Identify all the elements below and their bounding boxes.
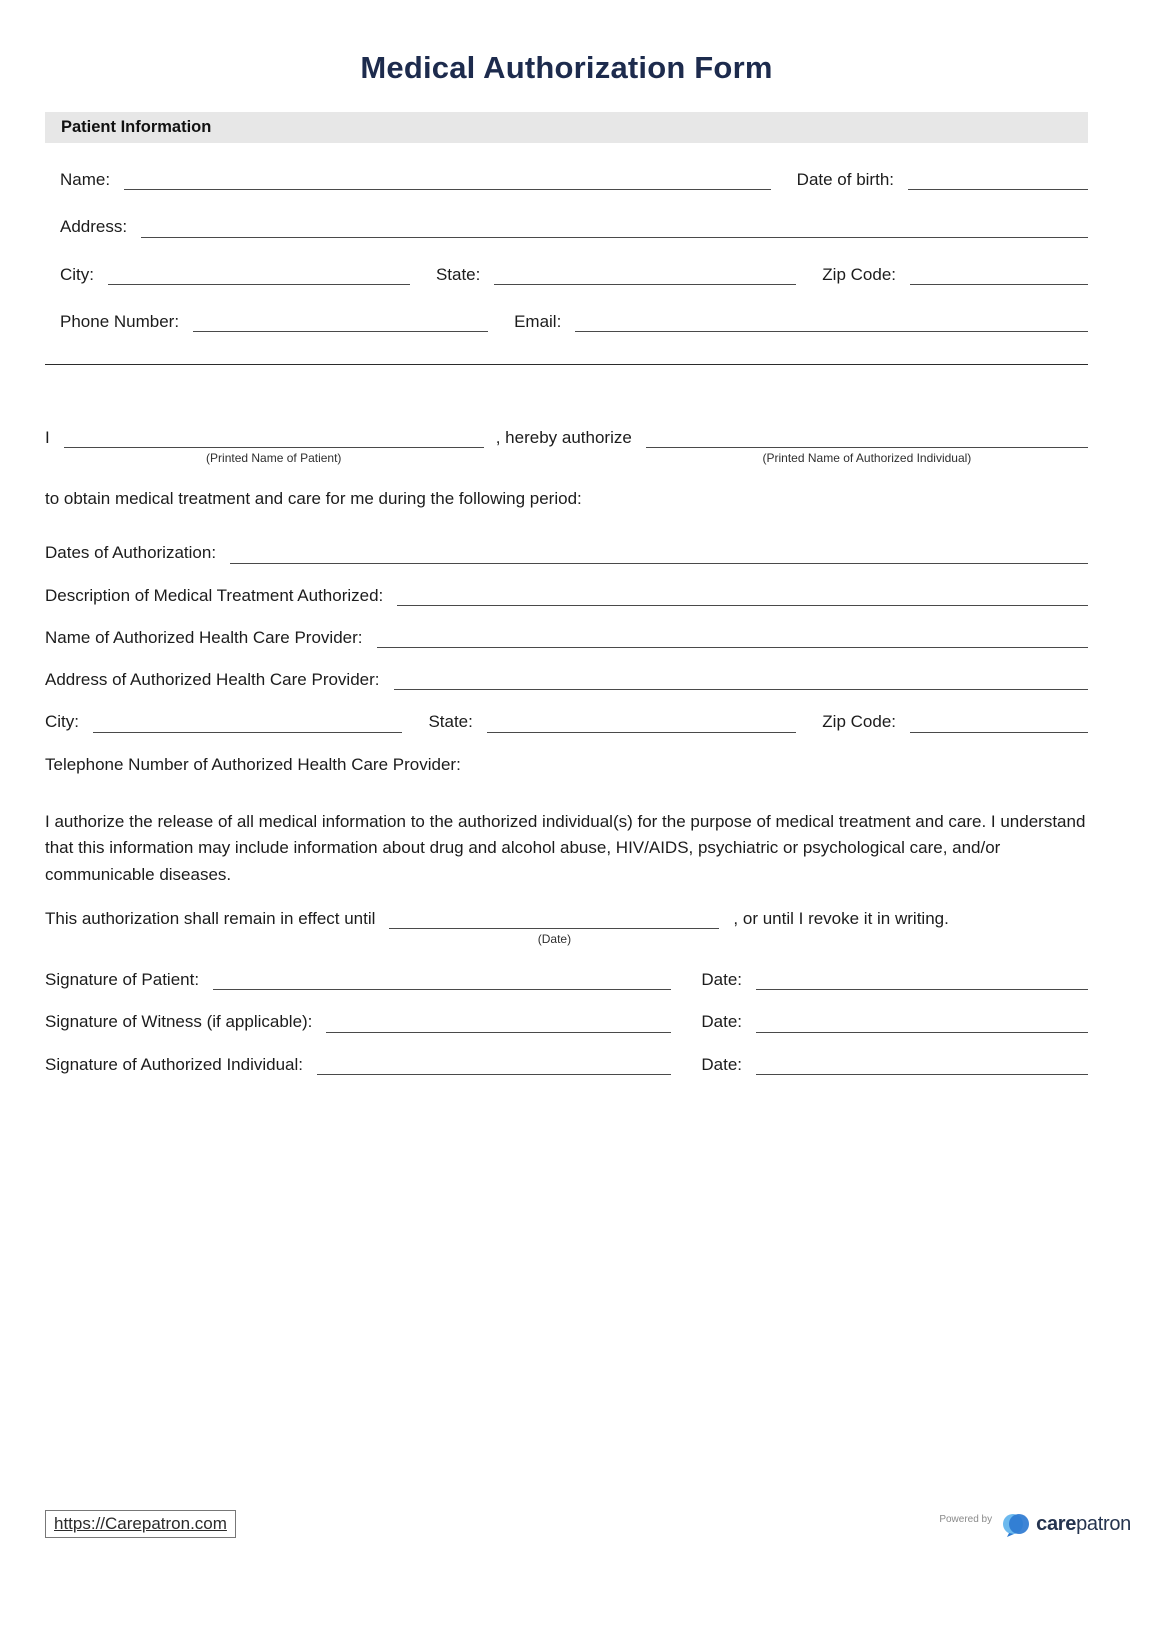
intro-i-label: I (45, 428, 50, 447)
provider-name-row (45, 627, 1088, 648)
printed-patient-name-caption: (Printed Name of Patient) (206, 451, 342, 466)
page-title: Medical Authorization Form (360, 50, 773, 85)
section-divider (45, 364, 1088, 365)
signature-witness-input[interactable] (326, 1013, 671, 1033)
state-input[interactable] (494, 265, 796, 285)
wordmark-patron: patron (1076, 1512, 1131, 1535)
dates-of-authorization-label: Dates of Authorization: (45, 543, 217, 563)
carepatron-link[interactable]: https://Carepatron.com (45, 1510, 236, 1538)
printed-patient-name-wrap (64, 429, 484, 466)
provider-state-input[interactable] (487, 713, 796, 733)
authorization-section (45, 427, 1088, 1075)
name-dob-row (60, 169, 1088, 190)
address-row (60, 216, 1088, 237)
address-label: Address: (60, 217, 128, 237)
address-input[interactable] (141, 218, 1088, 238)
provider-phone-row (45, 754, 1088, 775)
phone-input[interactable] (193, 312, 488, 332)
state-label: State: (435, 264, 481, 284)
carepatron-wordmark (1036, 1513, 1131, 1536)
carepatron-logo-icon (1002, 1510, 1030, 1538)
provider-city-state-zip-row (45, 711, 1088, 732)
provider-address-row (45, 669, 1088, 690)
signature-authorized-date-label: Date: (701, 1054, 742, 1074)
provider-address-input[interactable] (394, 671, 1088, 691)
name-input[interactable] (124, 171, 771, 191)
powered-by-label: Powered by (939, 1514, 993, 1525)
treatment-description-row (45, 585, 1088, 606)
effect-until-row (45, 908, 1088, 947)
provider-address-label: Address of Authorized Health Care Provider: (45, 670, 380, 690)
treatment-description-input[interactable] (397, 586, 1088, 606)
phone-label: Phone Number: (60, 311, 180, 331)
city-label: City: (60, 264, 94, 284)
signature-witness-label: Signature of Witness (if applicable): (45, 1012, 313, 1032)
provider-zip-label: Zip Code: (822, 712, 896, 732)
email-input[interactable] (575, 312, 1088, 332)
release-paragraph: I authorize the release of all medical information to the authorized individual(s) for the purpose of medical treatment and care. I understand that this information may include information about drug and alcohol abuse, HIV/AIDS, psychiatric or psychological care, and/or communicable diseases. (45, 811, 1086, 884)
patient-information-fields (45, 169, 1088, 332)
name-label: Name: (60, 170, 111, 189)
page-footer (45, 1510, 1131, 1538)
signature-authorized-row (45, 1054, 1088, 1075)
signature-authorized-date-input[interactable] (756, 1055, 1088, 1075)
signature-patient-row (45, 969, 1088, 990)
printed-authorized-name-caption: (Printed Name of Authorized Individual) (762, 451, 972, 466)
signature-authorized-label: Signature of Authorized Individual: (45, 1054, 304, 1074)
provider-name-input[interactable] (377, 628, 1089, 648)
treatment-description-label: Description of Medical Treatment Authorized: (45, 585, 384, 605)
signature-witness-date-input[interactable] (756, 1013, 1088, 1033)
effect-until-date-input[interactable] (389, 909, 719, 929)
carepatron-brand (939, 1510, 1131, 1538)
patient-information-title: Patient Information (61, 118, 212, 136)
authorize-statement-row (45, 427, 1088, 466)
hereby-authorize-label: , hereby authorize (495, 428, 632, 447)
printed-authorized-name-wrap (646, 429, 1088, 466)
effect-until-label: This authorization shall remain in effect until (45, 908, 376, 928)
printed-patient-name-input[interactable] (64, 429, 484, 449)
signature-witness-date-label: Date: (701, 1012, 742, 1032)
email-label: Email: (514, 311, 562, 331)
city-state-zip-row (60, 264, 1088, 285)
dates-of-authorization-input[interactable] (230, 544, 1088, 564)
zip-input[interactable] (910, 265, 1088, 285)
zip-label: Zip Code: (822, 264, 896, 284)
printed-authorized-name-input[interactable] (646, 429, 1088, 449)
signature-patient-date-label: Date: (701, 970, 742, 990)
dob-label: Date of birth: (796, 170, 894, 189)
signature-patient-date-input[interactable] (756, 971, 1088, 991)
provider-city-label: City: (45, 712, 79, 732)
patient-information-header (45, 112, 1088, 143)
provider-state-label: State: (428, 712, 473, 732)
dob-input[interactable] (908, 171, 1088, 191)
period-text: to obtain medical treatment and care for me during the following period: (45, 489, 582, 509)
city-input[interactable] (108, 265, 410, 285)
provider-name-label: Name of Authorized Health Care Provider: (45, 627, 363, 647)
signature-witness-row (45, 1011, 1088, 1032)
signature-patient-label: Signature of Patient: (45, 970, 200, 990)
signature-authorized-input[interactable] (317, 1055, 671, 1075)
provider-zip-input[interactable] (910, 713, 1088, 733)
provider-city-input[interactable] (93, 713, 402, 733)
wordmark-care: care (1036, 1512, 1077, 1535)
effect-until-date-wrap (389, 909, 719, 947)
provider-phone-label: Telephone Number of Authorized Health Care Provider: (45, 754, 461, 774)
effect-until-date-caption: (Date) (537, 932, 572, 947)
phone-email-row (60, 311, 1088, 332)
signature-patient-input[interactable] (213, 971, 671, 991)
dates-of-authorization-row (45, 542, 1088, 563)
revoke-text-label: , or until I revoke it in writing. (733, 908, 949, 928)
